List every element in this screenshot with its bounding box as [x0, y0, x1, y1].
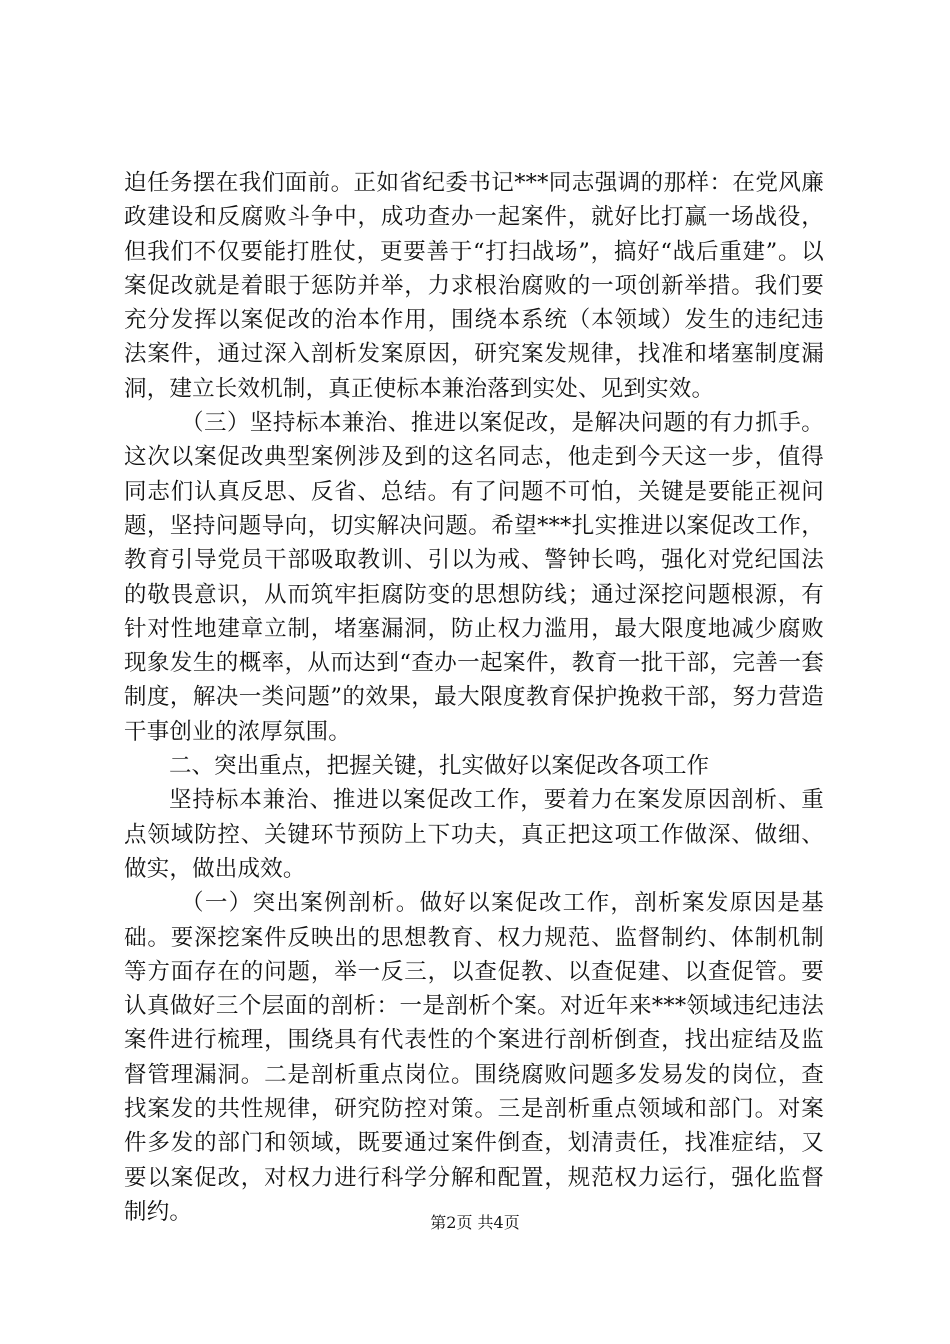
- page-number-footer: 第2页 共4页: [430, 1213, 520, 1232]
- paragraph-subsection-one: （一）突出案例剖析。做好以案促改工作，剖析案发原因是基础。要深挖案件反映出的思想教育、权力规范、监督制约、体制机制等方面存在的问题，举一反三，以查促教、以查促建、以查促管。要认真做好三个层面的剖析：一是剖析个案。对近年来***领域违纪违法案件进行梳理，围绕具有代表性的个案进行剖析倒查，找出症结及监督管理漏洞。二是剖析重点岗位。围绕腐败问题多发易发的岗位，查找案发的共性规律，研究防控对策。三是剖析重点领域和部门。对案件多发的部门和领域，既要通过案件倒查，划清责任，找准症结，又要以案促改，对权力进行科学分解和配置，规范权力运行，强化监督制约。: [124, 890, 824, 1225]
- paragraph-intro-two: 坚持标本兼治、推进以案促改工作，要着力在案发原因剖析、重点领域防控、关键环节预防上下功夫，真正把这项工作做深、做细、做实，做出成效。: [124, 787, 824, 882]
- paragraph-section-three: （三）坚持标本兼治、推进以案促改，是解决问题的有力抓手。这次以案促改典型案例涉及到的这名同志，他走到今天这一步，值得同志们认真反思、反省、总结。有了问题不可怕，关键是要能正视问题，坚持问题导向，切实解决问题。希望***扎实推进以案促改工作，教育引导党员干部吸取教训、引以为戒、警钟长鸣，强化对党纪国法的敬畏意识，从而筑牢拒腐防变的思想防线；通过深挖问题根源，有针对性地建章立制，堵塞漏洞，防止权力滥用，最大限度地减少腐败现象发生的概率，从而达到“查办一起案件，教育一批干部，完善一套制度，解决一类问题”的效果，最大限度教育保护挽救干部，努力营造干事创业的浓厚氛围。: [124, 410, 824, 745]
- section-heading-two: 二、突出重点，把握关键，扎实做好以案促改各项工作: [169, 753, 710, 780]
- document-body: [124, 166, 824, 1229]
- paragraph-continuation: 迫任务摆在我们面前。正如省纪委书记***同志强调的那样：在党风廉政建设和反腐败斗争中，成功查办一起案件，就好比打赢一场战役，但我们不仅要能打胜仗，更要善于“打扫战场”，搞好“战后重建”。以案促改就是着眼于惩防并举，力求根治腐败的一项创新举措。我们要充分发挥以案促改的治本作用，围绕本系统（本领域）发生的违纪违法案件，通过深入剖析发案原因，研究案发规律，找准和堵塞制度漏洞，建立长效机制，真正使标本兼治落到实处、见到实效。: [124, 170, 824, 402]
